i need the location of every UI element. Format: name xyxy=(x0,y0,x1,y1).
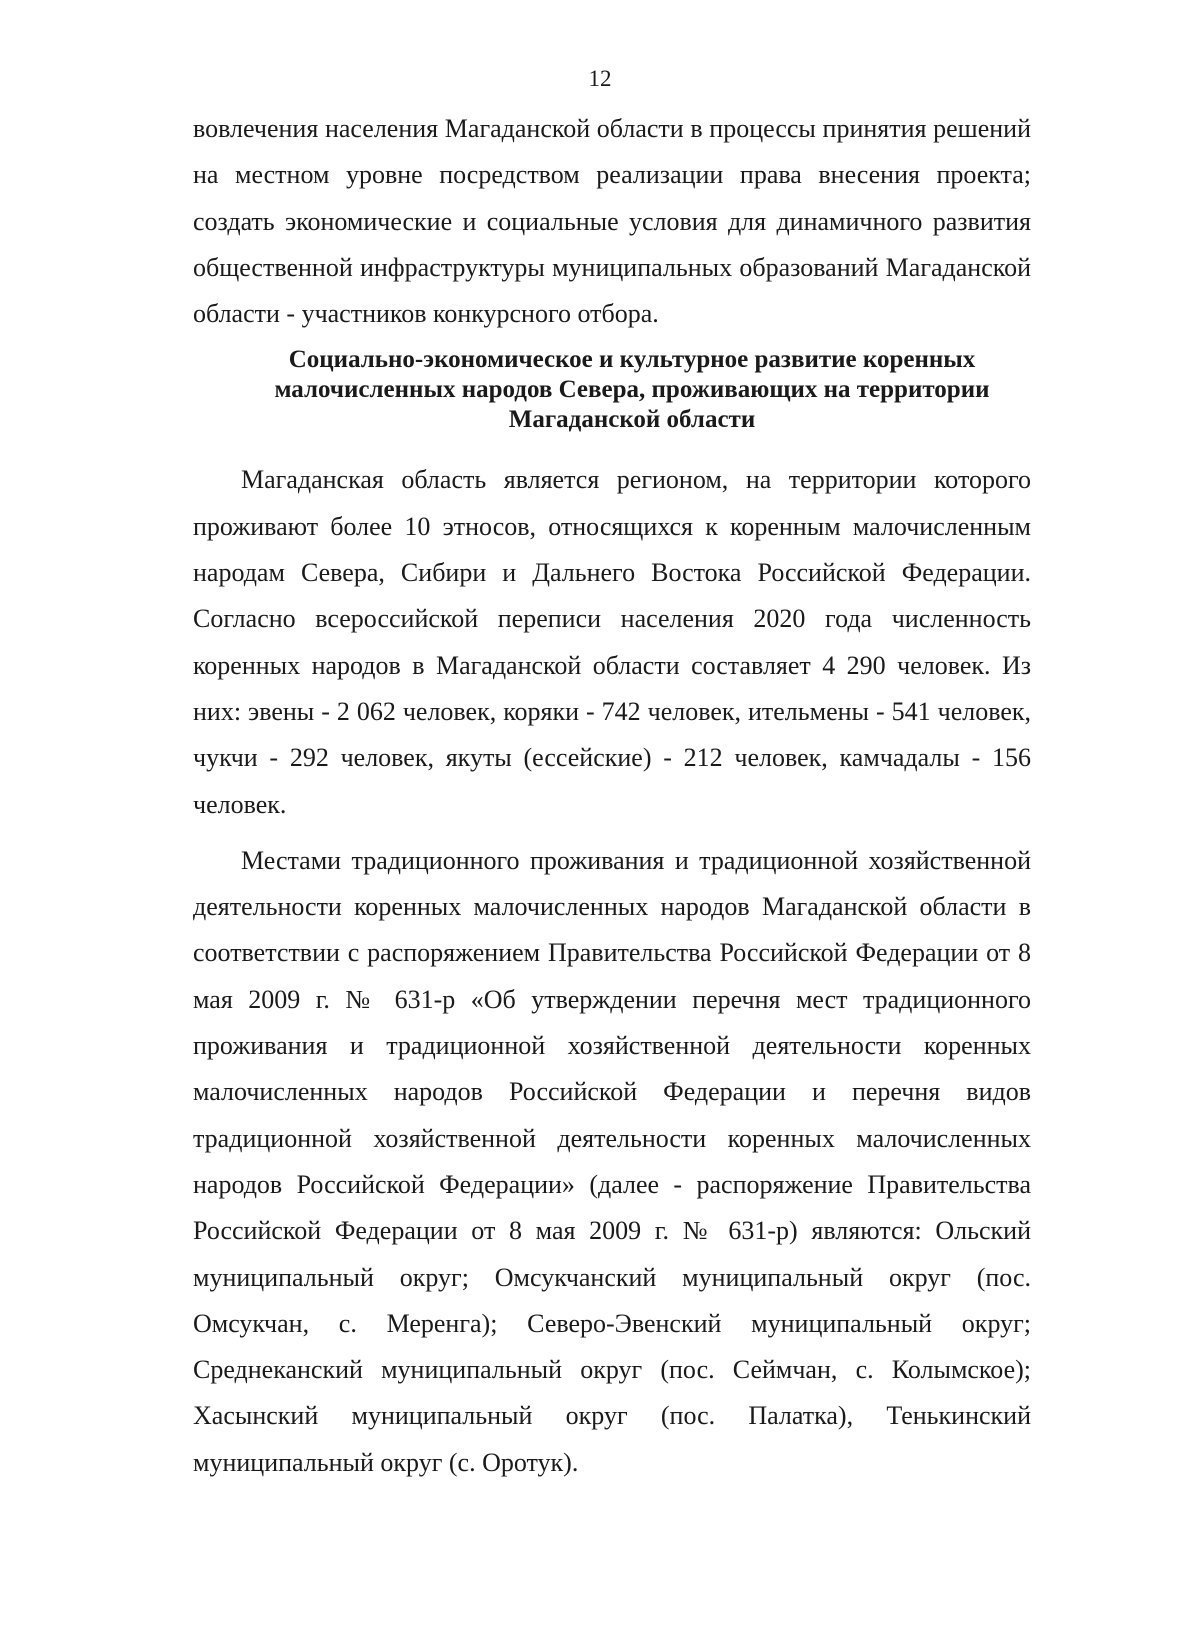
document-body xyxy=(193,106,1031,1486)
section-heading-line-3: Магаданской области xyxy=(508,406,756,434)
paragraph-spacer xyxy=(193,828,1031,838)
paragraph-indigenous-population: Магаданская область является регионом, на территории которого проживают более 10 этносов, относящихся к коренным малочисленным народам Севера, Сибири и Дальнего Востока Российской Федерации. Согласно всероссийской переписи населения 2020 года численность коренных народов в Магаданской области составляет 4 290 человек. Из них: эвены - 2 062 человек, коряки - 742 человек, ительмены - 541 человек, чукчи - 292 человек, якуты (ессейские) - 212 человек, камчадалы - 156 человек. xyxy=(193,465,1031,819)
intro-paragraph: вовлечения населения Магаданской области в процессы принятия решений на местном уровне посредством реализации права внесения проекта; создать экономические и социальные условия для динамичного развития общественной инфраструктуры муниципальных образований Магаданской области - участников конкурсного отбора. xyxy=(193,114,1031,329)
section-heading-line-2: малочисленных народов Севера, проживающих на территории xyxy=(274,376,990,404)
page-number: 12 xyxy=(588,66,612,91)
paragraph-traditional-residence: Местами традиционного проживания и традиционной хозяйственной деятельности коренных малочисленных народов Магаданской области в соответствии с распоряжением Правительства Российской Федерации от 8 мая 2009 г. № 631-р «Об утверждении перечня мест традиционного проживания и традиционной хозяйственной деятельности коренных малочисленных народов Российской Федерации и перечня видов традиционной хозяйственной деятельности коренных малочисленных народов Российской Федерации» (далее - распоряжение Правительства Российской Федерации от 8 мая 2009 г. № 631-р) являются: Ольский муниципальный округ; Омсукчанский муниципальный округ (пос. Омсукчан, с. Меренга); Северо-Эвенский муниципальный округ; Среднеканский муниципальный округ (пос. Сеймчан, с. Колымское); Хасынский муниципальный округ (пос. Палатка), Тенькинский муниципальный округ (с. Оротук). xyxy=(193,845,1031,1477)
section-heading-line-1: Социально-экономическое и культурное развитие коренных xyxy=(288,346,976,374)
section-heading xyxy=(193,345,1031,435)
